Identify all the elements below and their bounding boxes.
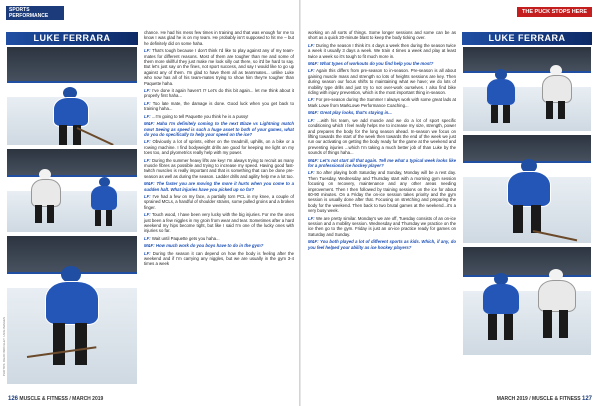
folio-text: MUSCLE & FITNESS / MARCH 2019 — [19, 396, 104, 402]
question: M&F: How much work do you boys have to do in the gym? — [144, 243, 264, 249]
answer: LF: For pre-season during the Summer I always work with some great lads at Mark Lowe from MarkLowe Performance Coaching... — [308, 97, 456, 108]
question: M&F: Great play looks, that's staying in... — [308, 110, 392, 116]
folio-text: MARCH 2019 / MUSCLE & FITNESS — [496, 396, 581, 402]
question: M&F: Let's not start all that again. Tell me what a typical week looks like for a professional ice hockey player? — [308, 157, 456, 168]
question: M&F: You both played a lot of different sports as kids. Which, if any, do you feel helped your ability as ice hockey players? — [308, 239, 456, 250]
hockey-photo-1 — [6, 46, 138, 146]
page-number: 126 — [8, 396, 19, 402]
answer: LF: I've had a few on my face, a partially torn PCL in my knee, a couple of sprained MCLs, a handful of shoulder strains, some pulled groins and a broken finger. — [144, 193, 295, 210]
answer: LF: During the summer heavy lifts are key! I'm always trying to recruit as many muscle fibres as possible and trying to increase my speed. Having good fast-twitch muscles is really important and that is something that can be done pre-season as well as during the season. Ladder drills and agility help me a lot too. — [144, 157, 294, 179]
paragraph: working on all sorts of things. Some longer sessions and some can be as short as a quick 20-minute blast to keep the body ticking over. — [308, 30, 456, 41]
question: M&F: Haha I'm definitely coming to the next Blaze vs Lightning match now! Seeing as speed is such a huge asset to both of your games, what do you do specifically to help your speed on the ice? — [144, 121, 294, 137]
right-folio — [497, 396, 592, 402]
answer: LF: Touch wood, I have been very lucky with the big injuries. For me the ones just been a few niggles in my groin from wear and tear. Sometimes after a hard weekend my hips become tight, but like I said I'm one of the lucky ones with injuries so far. — [144, 212, 294, 234]
answer: LF: That's tough because I don't think I'd like to play against any of my team-mates for different reasons. Most of them are tougher than me and some of them more skillful they just make me look silly out there, so it'd be hard to say. But let's just say on the fines, not sport success, and say I would like to go up against any of them. I'm glad to have them all as teammates... unlike Luke who now has all of his team-mates trying to show him they're tougher than Paquette haha. — [144, 48, 294, 86]
answer: LF: We are pretty similar. Monday's we are off, Tuesday consists of an on-ice session and a mobility session. Wednesday and Thursday we practice on the ice then go to the gym. Friday is just an on-ice practice ready for games on Saturday and Sunday. — [308, 215, 457, 237]
right-panel-title: LUKE FERRARA — [462, 32, 592, 45]
right-page — [300, 0, 600, 406]
answer: LF: Too late mate, the damage is done. Good luck when you get back to training haha... — [144, 100, 294, 112]
right-article-column — [308, 30, 456, 390]
left-folio — [8, 396, 103, 402]
answer: LF: So after playing both Saturday and Sunday, Monday will be a rest day. Then Tuesday, Wednesday and Thursday start with a morning gym session focusing on recovery, maintenance and any other areas needing improvement. Then I then followed by training sessions on the ice for about 60-90 minutes. On a Friday the on-ice session takes priority and the gym session is usually done after that. Focusing on stretching and preparing the body for the weekend. Then back to two brutal games at the weekend...it's a very busy week. — [308, 170, 456, 214]
left-panel-title: LUKE FERRARA — [6, 32, 138, 45]
answer: LF: Again this differs from pre-season to in-season. Pre-season is all about gaining muscle mass and strength so lots of heights sessions are key. Then during season our focus shifts to maintaining what we have; we do lots of mobility type drills and just try to not over-work ourselves. I also find bike riding with injury prevention, which is the most important thing in-season. — [308, 68, 456, 96]
hockey-photo-4 — [462, 46, 592, 132]
section-tag: SPORTS PERFORMANCE — [6, 6, 64, 20]
hockey-photo-3 — [6, 235, 138, 385]
answer: LF: I've done it again haven't I? Let's do this bit again... let me think about it properly first haha... — [144, 88, 294, 99]
hockey-photo-6 — [462, 246, 592, 356]
hockey-photo-5 — [462, 134, 592, 244]
page-number: 127 — [581, 396, 592, 402]
answer: LF: During the season I think it's 4 days a week then during the season twice a week it usually 3 days a week. We train 4 times a week and play at least twice a week so it's tough to fit much more in. — [308, 42, 456, 59]
answer: LF: ...with his team, we add muscle and we do a lot of sport specific conditioning which I feel really helps me to increase my size, strength, power and prepares the body for the long season ahead. In-season we focus on lifting towards the start of the week then towards the end of the week we just run our activating on getting the body ready for the game at the weekend and preventing injuries ...which I'm taking a much better job of than Luke by the sounds of things haha... — [308, 117, 456, 156]
left-article-column — [144, 30, 294, 390]
answer: LF: Obviously a lot of sprints, either on the treadmill, uphills, on a bike or a rowing machine. I find bodyweight drills are good for keeping me light on my toes too, and plyometrics really help with my power. — [144, 139, 294, 156]
hockey-photo-2 — [6, 148, 138, 233]
question: M&F: What types of workouts do you find help you the most? — [308, 61, 434, 67]
answer: LF: Wait until Paquette gets you haha... — [144, 235, 220, 241]
running-head: THE PUCK STOPS HERE — [517, 7, 592, 17]
answer: LF: During the season it can depend on how the body is feeling after the weekend and if I'm carrying any niggles, but we are usually in the gym 3-4 times a week — [144, 250, 294, 267]
question: M&F: The faster you are moving the more it hurts when you come to a sudden halt. What injuries have you picked up so far? — [144, 181, 294, 192]
paragraph: chance. He had his mess few times in training and that was enough for me to know I was glad he is on my team. He probably isn't supposed to hit me – but he definitely did on some haha. — [144, 30, 294, 46]
answer: LF: ...I'm going to tell Paquette you think he is a pussy! — [144, 113, 249, 119]
photo-credit: PHOTOS: DEAN WOOLLEY / ACE IMAGES — [2, 316, 6, 376]
